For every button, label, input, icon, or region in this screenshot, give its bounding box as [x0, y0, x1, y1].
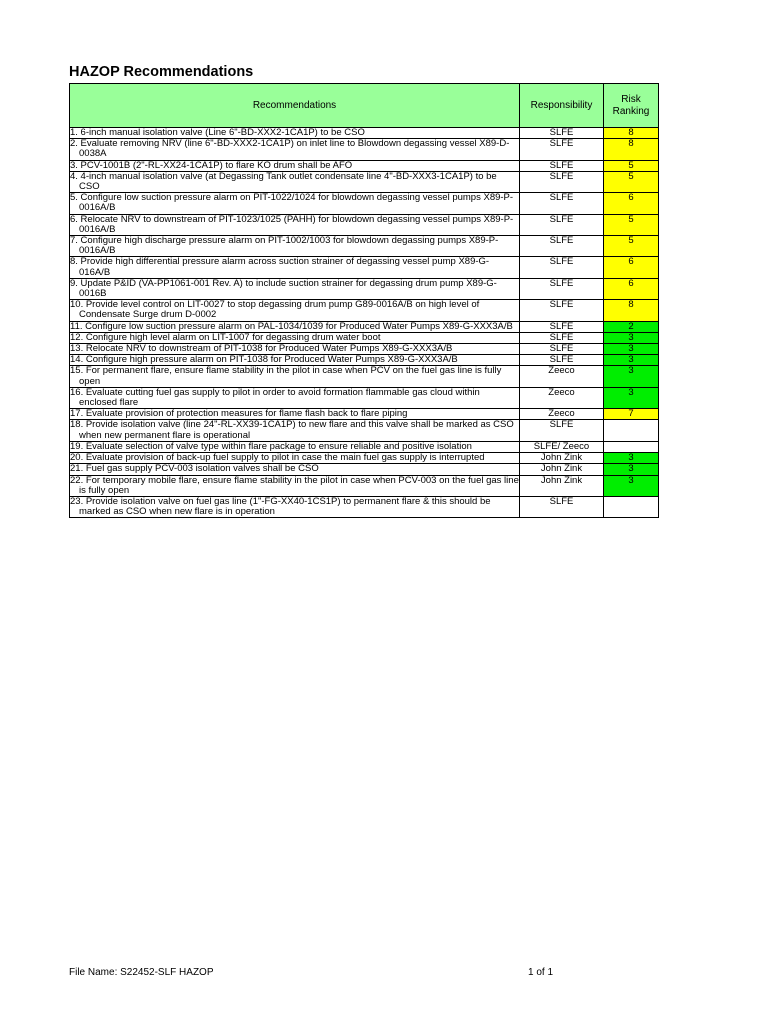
risk-ranking-cell: 7 — [604, 409, 659, 420]
responsibility-cell: Zeeco — [520, 366, 604, 387]
table-row — [70, 332, 659, 343]
recommendation-text: 19. Evaluate selection of valve type within flare package to ensure reliable and positive isolation — [70, 440, 472, 452]
responsibility-cell: SLFE/ Zeeco — [520, 441, 604, 452]
recommendation-text: 6. Relocate NRV to downstream of PIT-1023/1025 (PAHH) for blowdown degassing vessel pumps X89-P-0016A/B — [70, 213, 514, 235]
table-row — [70, 420, 659, 441]
recommendation-text: 20. Evaluate provision of back-up fuel supply to pilot in case the main fuel gas supply is interrupted — [70, 452, 485, 464]
responsibility-cell: SLFE — [520, 278, 604, 299]
recommendations-table — [69, 83, 659, 518]
header-responsibility: Responsibility — [520, 84, 604, 128]
risk-ranking-cell: 8 — [604, 300, 659, 321]
recommendation-text: 21. Fuel gas supply PCV-003 isolation valves shall be CSO — [70, 463, 319, 475]
recommendation-cell — [70, 300, 520, 321]
recommendation-cell — [70, 214, 520, 235]
recommendation-cell — [70, 441, 520, 452]
header-recommendations: Recommendations — [70, 84, 520, 128]
recommendation-text: 16. Evaluate cutting fuel gas supply to pilot in order to avoid formation flammable gas cloud within enclosed flare — [70, 386, 480, 409]
table-row — [70, 496, 659, 517]
recommendation-cell — [70, 278, 520, 299]
recommendation-cell — [70, 464, 520, 475]
recommendation-cell — [70, 193, 520, 214]
table-header-row — [70, 84, 659, 128]
recommendation-text: 18. Provide isolation valve (line 24"-RL-XX39-1CA1P) to new flare and this valve shall be marked as CSO when new permanent flare is operational — [70, 419, 514, 441]
recommendation-cell — [70, 236, 520, 257]
responsibility-cell: SLFE — [520, 236, 604, 257]
recommendation-cell — [70, 453, 520, 464]
table-row — [70, 193, 659, 214]
risk-ranking-cell — [604, 420, 659, 441]
recommendation-text: 4. 4-inch manual isolation valve (at Degassing Tank outlet condensate line 4"-BD-XXX3-1CA1P) to be CSO — [70, 170, 497, 193]
risk-ranking-cell: 6 — [604, 257, 659, 278]
risk-ranking-cell: 2 — [604, 321, 659, 332]
footer-file-name: File Name: S22452-SLF HAZOP — [69, 967, 214, 978]
risk-ranking-cell: 3 — [604, 453, 659, 464]
header-risk-ranking: Risk Ranking — [604, 84, 659, 128]
responsibility-cell: Zeeco — [520, 409, 604, 420]
recommendation-text: 3. PCV-1001B (2"-RL-XX24-1CA1P) to flare KO drum shall be AFO — [70, 159, 353, 171]
risk-ranking-cell: 6 — [604, 193, 659, 214]
recommendation-text: 5. Configure low suction pressure alarm on PIT-1022/1024 for blowdown degassing vessel pumps X89-P-0016A/B — [70, 192, 514, 214]
responsibility-cell: SLFE — [520, 214, 604, 235]
responsibility-cell: SLFE — [520, 420, 604, 441]
responsibility-cell: John Zink — [520, 475, 604, 496]
table-row — [70, 321, 659, 332]
responsibility-cell: John Zink — [520, 453, 604, 464]
table-row — [70, 464, 659, 475]
responsibility-cell: SLFE — [520, 193, 604, 214]
responsibility-cell: SLFE — [520, 355, 604, 366]
responsibility-cell: SLFE — [520, 171, 604, 192]
responsibility-cell: SLFE — [520, 332, 604, 343]
recommendation-text: 7. Configure high discharge pressure alarm on PIT-1002/1003 for blowdown degassing pumps X89-P-0016A/B — [70, 235, 499, 257]
table-row — [70, 171, 659, 192]
recommendation-cell — [70, 355, 520, 366]
recommendation-text: 17. Evaluate provision of protection measures for flame flash back to flare piping — [70, 408, 408, 420]
risk-ranking-cell: 5 — [604, 214, 659, 235]
recommendation-text: 15. For permanent flare, ensure flame stability in the pilot in case when PCV on the fuel gas line is fully open — [70, 365, 502, 387]
table-row — [70, 453, 659, 464]
recommendation-cell — [70, 257, 520, 278]
table-row — [70, 300, 659, 321]
recommendation-text: 22. For temporary mobile flare, ensure flame stability in the pilot in case when PCV-003 on the fuel gas line is fully open — [70, 474, 519, 496]
table-row — [70, 344, 659, 355]
responsibility-cell: SLFE — [520, 344, 604, 355]
recommendation-text: 12. Configure high level alarm on LIT-1007 for degassing drum water boot — [70, 331, 381, 343]
risk-ranking-cell: 8 — [604, 139, 659, 160]
risk-ranking-cell: 3 — [604, 387, 659, 408]
responsibility-cell: SLFE — [520, 321, 604, 332]
risk-ranking-cell: 3 — [604, 366, 659, 387]
recommendation-cell — [70, 139, 520, 160]
table-row — [70, 236, 659, 257]
risk-ranking-cell — [604, 496, 659, 517]
table-row — [70, 214, 659, 235]
recommendation-text: 2. Evaluate removing NRV (line 6"-BD-XXX2-1CA1P) on inlet line to Blowdown degassing vessel X89-D-0038A — [70, 138, 510, 160]
recommendation-text: 11. Configure low suction pressure alarm on PAL-1034/1039 for Produced Water Pumps X89-G-XXX3A/B — [70, 320, 513, 332]
risk-ranking-cell — [604, 441, 659, 452]
recommendation-cell — [70, 321, 520, 332]
recommendation-text: 13. Relocate NRV to downstream of PIT-1038 for Produced Water Pumps X89-G-XXX3A/B — [70, 343, 453, 355]
table-row — [70, 409, 659, 420]
recommendation-cell — [70, 420, 520, 441]
recommendation-cell — [70, 366, 520, 387]
recommendation-cell — [70, 409, 520, 420]
recommendation-text: 23. Provide isolation valve on fuel gas line (1"-FG-XX40-1CS1P) to permanent flare & this should be marked as CSO when new flare is in operation — [70, 495, 491, 518]
recommendation-text: 14. Configure high pressure alarm on PIT-1038 for Produced Water Pumps X89-G-XXX3A/B — [70, 354, 458, 366]
risk-ranking-cell: 6 — [604, 278, 659, 299]
risk-ranking-cell: 3 — [604, 355, 659, 366]
responsibility-cell: John Zink — [520, 464, 604, 475]
table-row — [70, 278, 659, 299]
recommendation-text: 8. Provide high differential pressure alarm across suction strainer of degassing vessel pump X89-G-016A/B — [70, 256, 490, 278]
footer-page-number: 1 of 1 — [528, 967, 554, 978]
recommendation-cell — [70, 496, 520, 517]
recommendation-cell — [70, 171, 520, 192]
responsibility-cell: SLFE — [520, 128, 604, 139]
table-row — [70, 475, 659, 496]
risk-ranking-cell: 5 — [604, 171, 659, 192]
risk-ranking-cell: 3 — [604, 464, 659, 475]
recommendation-cell — [70, 387, 520, 408]
table-row — [70, 441, 659, 452]
risk-ranking-cell: 3 — [604, 332, 659, 343]
responsibility-cell: Zeeco — [520, 387, 604, 408]
risk-ranking-cell: 3 — [604, 344, 659, 355]
table-row — [70, 387, 659, 408]
responsibility-cell: SLFE — [520, 257, 604, 278]
responsibility-cell: SLFE — [520, 300, 604, 321]
table-row — [70, 355, 659, 366]
risk-ranking-cell: 5 — [604, 160, 659, 171]
recommendation-cell — [70, 332, 520, 343]
risk-ranking-cell: 8 — [604, 128, 659, 139]
table-row — [70, 139, 659, 160]
table-row — [70, 160, 659, 171]
recommendation-text: 9. Update P&ID (VA-PP1061-001 Rev. A) to include suction strainer for degassing drum pump X89-G-0016B — [70, 277, 497, 300]
responsibility-cell: SLFE — [520, 496, 604, 517]
recommendation-cell — [70, 128, 520, 139]
table-row — [70, 366, 659, 387]
risk-ranking-cell: 3 — [604, 475, 659, 496]
recommendation-text: 1. 6-inch manual isolation valve (Line 6"-BD-XXX2-1CA1P) to be CSO — [70, 127, 365, 138]
table-row — [70, 257, 659, 278]
page-title: HAZOP Recommendations — [69, 64, 254, 80]
risk-ranking-cell: 5 — [604, 236, 659, 257]
table-row — [70, 128, 659, 139]
responsibility-cell: SLFE — [520, 160, 604, 171]
recommendation-cell — [70, 344, 520, 355]
recommendation-text: 10. Provide level control on LIT-0027 to stop degassing drum pump G89-0016A/B on high level of Condensate Surge drum D-0002 — [70, 299, 480, 321]
recommendation-cell — [70, 160, 520, 171]
responsibility-cell: SLFE — [520, 139, 604, 160]
recommendation-cell — [70, 475, 520, 496]
